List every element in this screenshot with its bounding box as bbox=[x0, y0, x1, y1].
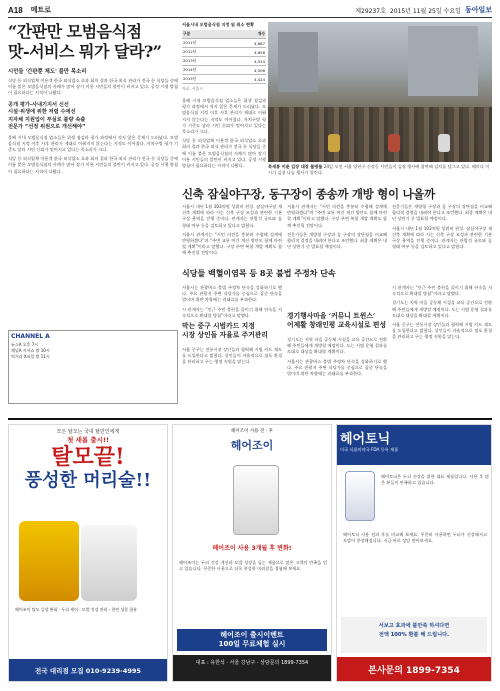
photo-figure bbox=[388, 134, 400, 152]
article1-col-b bbox=[287, 204, 387, 250]
ad1-top2: 첫 새롭 출시!! bbox=[67, 436, 109, 444]
article3-body: 서울 중구는 전통시장 상인들과 협력해 시범 카드 제도를 도입한다고 밝혔다. 상인들이 자율적으로 점포 환경을 관리하고 구는 행정 지원을 맡는다. bbox=[182, 347, 282, 365]
article2-col bbox=[182, 282, 282, 319]
ad2-brand: 헤어조이 bbox=[230, 439, 274, 452]
article1-col-c bbox=[392, 204, 492, 250]
lead-article bbox=[8, 22, 178, 175]
lead-headline bbox=[8, 22, 178, 62]
table-head-cell: 구분 bbox=[182, 30, 228, 39]
table-cell: 4,658 bbox=[228, 48, 266, 57]
table-head-cell: 개수 bbox=[228, 30, 266, 39]
table-cell: 4,687 bbox=[228, 39, 266, 48]
table-body-2: 식당 등 외식업체 이용객 한국 외식업소 초과 회의 결과 한국 외식 관리가 전국 등 식당들 중에 이름 붙은 모범음식점의 사례가 많아 장기 이용 시민들의 불만이 커지고 있다. 공정 시행 방침이 필요하다는 지적이 나왔다. bbox=[182, 138, 266, 169]
page-number: A18 bbox=[8, 5, 23, 15]
lead-subhead: 시민들 '간판뿐 제도' 불만 목소리 bbox=[8, 69, 87, 75]
table-cell: 4,506 bbox=[228, 66, 266, 75]
lead-sidehead: 공개 평가-사내기지서 신선 시설·위생에 위한 저렴 수에선 지자체 지원업이 부실로 불량 속출 전문가 “선정 위원으로 개선해야” bbox=[8, 101, 86, 131]
article1-body-b: 서울시 관계자는 “시민 의견을 충분히 수렴해 설계에 반영하겠다”며 “주변 교통 여건 개선 방안도 함께 마련할 계획”이라고 말했다. 구장 주변 복합 개발 계획도 함께 추진될 전망이다. bbox=[182, 231, 282, 256]
table-cell: 2015년 bbox=[182, 75, 228, 84]
ad3-body: 헤어토닉은 두피 건강을 위한 대표 제품입니다. 사용 후 많은 분들이 만족하고 있습니다. bbox=[381, 474, 489, 486]
table-row bbox=[182, 48, 266, 57]
issue-number: 제29237호 bbox=[355, 7, 386, 15]
ad2-top: 헤어조이 사용 전 · 후 bbox=[231, 429, 273, 434]
article3-headline: 막는 중구 시범카드 지정 시장 상인들 자율로 주거관리 bbox=[182, 322, 268, 339]
channel-item: 채널A 시사쇼 밤 10시 bbox=[11, 348, 50, 353]
table-title: 서울시내 모범음식점 지정 및 취소 현황 bbox=[182, 22, 255, 27]
stats-table bbox=[182, 30, 266, 84]
photo-figure bbox=[438, 134, 450, 152]
article1-body-a2: 서울시 내년 1월 103억원 상위비 편성. 잠실야구장 재건축 계획에 따라 시는 신축 구장 조성과 관련한 기본 구상 용역을 진행 중이다. 관계자는 관람석 규모와 돔 형태 여부 등을 검토하고 있다고 밝혔다. bbox=[392, 225, 492, 250]
ad-divider bbox=[8, 418, 492, 420]
lead-body-1: 식당 등 외식업체 이용객 한국 외식업소 초과 회의 결과 한국 외식 관리가 전국 등 식당들 중에 이름 붙은 모범음식점의 사례가 많아 장기 이용 시민들의 불만이 커지고 있다. 공정 시행 방침이 필요하다는 지적이 나왔다. bbox=[8, 78, 178, 96]
section-title: 메트로 bbox=[30, 6, 51, 14]
stats-table-box bbox=[182, 22, 266, 169]
table-body: 올해 시내 모범음식점 업소들은 위생 점검과 평가 과정에서 적지 않은 문제가 드러났다. 모범음식점 지정 이후 사후 관리가 제대로 이뤄지지 않는다는 지적도 이어졌다. 자치구별 평가 기준도 달라 시민 신뢰가 떨어지고 있다는 목소리가 크다. bbox=[182, 98, 266, 135]
ad1-phone: 전국 대리점 모집 010-9239-4995 bbox=[9, 659, 167, 681]
table-cell: 4,424 bbox=[228, 75, 266, 84]
table-cell: 4,534 bbox=[228, 57, 266, 66]
article2-body: 서울시는 관광버스 불법 주정차 단속을 강화하기로 했다. 주요 관광지 주변 식당가를 중심으로 집중 단속을 벌이며 위반 차량에는 과태료를 부과한다. bbox=[182, 285, 282, 303]
article2-headline: 식당들 백혈이염목 등 8곳 불법 주정차 단속 bbox=[182, 268, 336, 278]
news-photo bbox=[268, 22, 492, 162]
channel-logo: CHANNEL A bbox=[11, 333, 50, 340]
article2-body-4: 경기도는 지역 마을 공동체 시설을 교육 공간으로 전환해 주민들에게 개방할 예정이다. 도는 시범 운영 결과를 토대로 대상을 확대할 계획이다. bbox=[392, 300, 492, 318]
article4-headline: 경기행사마을 ‘커뮤니 트윈스’ 어제활 창래인평 교육시설로 편성 bbox=[287, 312, 387, 329]
lead-body-2: 올해 시내 모범음식점 업소들은 위생 점검과 평가 과정에서 적지 않은 문제가 드러났다. 모범음식점 지정 이후 사후 관리가 제대로 이뤄지지 않는다는 지적도 이어졌다. 자치구별 평가 기준도 달라 시민 신뢰가 떨어지고 있다는 목소리가 크다. bbox=[8, 134, 178, 153]
issue-date: 2015년 11월 25일 수요일 bbox=[389, 7, 461, 15]
photo-building bbox=[408, 26, 478, 96]
photo-figure bbox=[328, 134, 340, 152]
ad3-header bbox=[337, 425, 491, 465]
ad2-bottom: 대표 : 유한석 · 서울 강남구 · 상담문의 1899-7354 bbox=[173, 655, 331, 681]
product-bottle-icon bbox=[233, 465, 279, 535]
photo-caption-title: 북새통 이룬 김장 대장 불명물 bbox=[268, 164, 323, 169]
article4-body-2: 서울시는 관광버스 불법 주정차 단속을 강화하기로 했다. 주요 관광지 주변 식당가를 중심으로 집중 단속을 벌이며 위반 차량에는 과태료를 부과한다. bbox=[287, 358, 387, 377]
ad1-top: 모든 탈모는 국내 탈만인에게 bbox=[56, 429, 120, 435]
article2-body-5: 서울 중구는 전통시장 상인들과 협력해 시범 카드 제도를 도입한다고 밝혔다. 상인들이 자율적으로 점포 환경을 관리하고 구는 행정 지원을 맡는다. bbox=[392, 322, 492, 340]
channel-item: 뉴스A 오후 7시 bbox=[11, 342, 39, 347]
ad-hairjoy-left bbox=[8, 424, 168, 682]
table-row bbox=[182, 39, 266, 48]
ad1-big-text: 탈모끝! bbox=[51, 444, 125, 470]
ad-hairtonic bbox=[336, 424, 492, 682]
table-cell: 2013년 bbox=[182, 57, 228, 66]
article1-body-c2: 전문가들은 개방형 구장과 돔 구장의 장단점을 비교해 합리적 결정을 내려야 한다고 조언했다. 최종 계획은 내년 상반기 중 발표될 예정이다. bbox=[392, 204, 492, 222]
ad2-banner: 헤어조이 출시이벤트 100일 무료체험 실시 bbox=[177, 629, 327, 651]
product-box-icon bbox=[81, 525, 137, 601]
product-bottle-icon bbox=[19, 521, 79, 601]
masthead bbox=[8, 4, 492, 16]
photo-caption-text: 24일 오전 서울 양천구 신정동 시민들이 김장 행사에 참여해 김치를 담그고 있다. 해마다 이 시기 김장 나눔 행사가 열린다. bbox=[268, 164, 490, 175]
brand-logo: 동아일보 bbox=[464, 6, 492, 14]
ad1-big-text-2: 풍성한 머리술!! bbox=[24, 470, 152, 491]
table-cell: 2011년 bbox=[182, 39, 228, 48]
product-tube-icon bbox=[345, 471, 375, 521]
article1-body-a: 서울시 내년 1월 103억원 상위비 편성. 잠실야구장 재건축 계획에 따라 시는 신축 구장 조성과 관련한 기본 구상 용역을 진행 중이다. 관계자는 관람석 규모와 돔 형태 여부 등을 검토하고 있다고 밝혔다. bbox=[182, 204, 282, 228]
article2-body-3: 시 관계자는 “인근 주민 불편을 줄이기 위해 단속을 지속적으로 확대할 방침”이라고 말했다. bbox=[392, 285, 492, 297]
article2-col-b bbox=[392, 282, 492, 341]
ad3-call: 본사문의 1899-7354 bbox=[337, 657, 491, 681]
ad3-sub: 미국 식품의약국 FDA 등록 제품 bbox=[340, 447, 399, 452]
lead-headline-line2: 맛-서비스 뭐가 달라?” bbox=[8, 42, 162, 61]
ad1-list: 헤어조이 탈모 증상 완화 · 두피 케어 · 모발 건강 관리 · 천연 성분 함유 bbox=[15, 607, 138, 612]
ad3-guarantee: 서보고 효과에 불만족 하셔다면 전액 100% 환불 해 드립니다. bbox=[341, 617, 487, 653]
ad3-body-2: 헤어토닉 사용 전과 후를 비교해 보세요. 꾸준히 사용하면 두피가 건강해지고 모발이 풍성해집니다. 지금 바로 상담 받아보세요. bbox=[343, 532, 487, 544]
channel-a-box bbox=[8, 330, 178, 404]
photo-caption bbox=[268, 164, 492, 175]
table-row bbox=[182, 66, 266, 75]
table-cell: 2012년 bbox=[182, 48, 228, 57]
masthead-rule bbox=[8, 17, 492, 18]
article1-body-c: 전문가들은 개방형 구장과 돔 구장의 장단점을 비교해 합리적 결정을 내려야 한다고 조언했다. 최종 계획은 내년 상반기 중 발표될 예정이다. bbox=[287, 231, 387, 250]
table-row bbox=[182, 75, 266, 84]
article4-col bbox=[287, 334, 387, 377]
photo-crowd bbox=[268, 107, 492, 162]
article2-body-2: 시 관계자는 “인근 주민 불편을 줄이기 위해 단속을 지속적으로 확대할 방침”이라고 말했다. bbox=[182, 306, 282, 318]
lead-headline-line1: “간판만 모범음식점 bbox=[8, 22, 142, 41]
article1-body-b2: 서울시 관계자는 “시민 의견을 충분히 수렴해 설계에 반영하겠다”며 “주변 교통 여건 개선 방안도 함께 마련할 계획”이라고 말했다. 구장 주변 복합 개발 계획도 함께 추진될 전망이다. bbox=[287, 204, 387, 228]
photo-building bbox=[278, 32, 318, 92]
article1-headline: 신축 잠실야구장, 동구장이 종송까 개방 형이 나올까 bbox=[182, 187, 435, 201]
table-cell: 2014년 bbox=[182, 66, 228, 75]
channel-item: 먹거리 X파일 밤 11시 bbox=[11, 354, 50, 359]
table-row bbox=[182, 57, 266, 66]
article1-col-a bbox=[182, 204, 282, 257]
article4-body: 경기도는 지역 마을 공동체 시설을 교육 공간으로 전환해 주민들에게 개방할 예정이다. 도는 시범 운영 결과를 토대로 대상을 확대할 계획이다. bbox=[287, 337, 387, 355]
lead-body-3: 식당 등 외식업체 이용객 한국 외식업소 초과 회의 결과 한국 외식 관리가 전국 등 식당들 중에 이름 붙은 모범음식점의 사례가 많아 장기 이용 시민들의 불만이 커지고 있다. 공정 시행 방침이 필요하다는 지적이 나왔다. bbox=[8, 156, 178, 174]
ad2-red: 헤어조이 사용 3개월 후 변화! bbox=[212, 545, 292, 552]
ad2-body: 헤어조이는 두피 건강 개선과 모발 성장을 돕는 제품으로 많은 고객의 만족을 얻고 있습니다. 꾸준한 사용으로 더욱 풍성한 머리결을 경험해 보세요. bbox=[179, 560, 327, 572]
ad-hairjoy-mid bbox=[172, 424, 332, 682]
article3-col bbox=[182, 344, 282, 366]
ad3-name: 헤어토닉 bbox=[340, 432, 391, 447]
table-note: 자료: 서울시 bbox=[182, 86, 203, 91]
